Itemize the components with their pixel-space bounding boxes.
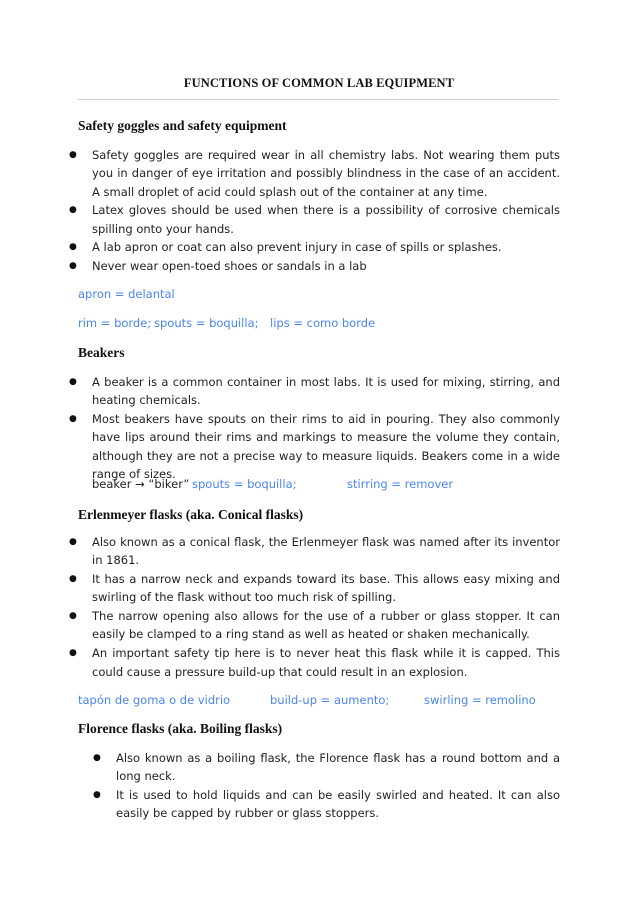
bullet-icon: ● (93, 790, 101, 801)
list-item: ● A lab apron or coat can also prevent injury in case of spills or splashes. (78, 238, 560, 256)
list-item: ● An important safety tip here is to never heat this flask while it is capped. This could cause a pressure build-up that could result in an explosion. (69, 646, 560, 679)
bullet-icon: ● (69, 242, 77, 253)
bullet-icon: ● (69, 205, 77, 216)
list-item: ● Also known as a boiling flask, the Florence flask has a round bottom and a long neck. (93, 751, 560, 784)
list-item: ● It has a narrow neck and expands toward its base. This allows easy mixing and swirling of the flask without too much risk of spilling. (69, 572, 560, 605)
list-item: ● It is used to hold liquids and can be easily swirled and heated. It can also easily be capped by rubber or glass stoppers. (93, 788, 560, 821)
bullet-icon: ● (69, 150, 77, 160)
document-title: FUNCTIONS OF COMMON LAB EQUIPMENT (183, 76, 455, 90)
bullet-icon: ● (69, 574, 77, 585)
vocab-note-spouts: spouts = boquilla; (154, 316, 259, 330)
vocab-note-apron: apron = delantal (78, 287, 175, 301)
bullet-icon: ● (69, 377, 77, 387)
vocab-note-buildup: build-up = aumento; (270, 693, 390, 707)
bullet-icon: ● (69, 414, 77, 425)
list-item: ● The narrow opening also allows for the use of a rubber or glass stopper. It can easily be clamped to a ring stand as well as heated or shaken mechanically. (69, 609, 560, 642)
list-item: ● Most beakers have spouts on their rims to aid in pouring. They also commonly have lips around their rims and markings to measure the volume they contain, although they are not a precise way to measure liquids. Beakers come in a wide range of sizes. (69, 412, 560, 481)
section-heading-safety: Safety goggles and safety equipment (78, 118, 287, 133)
vocab-note-rim: rim = borde; (78, 316, 152, 330)
bullet-icon: ● (69, 537, 77, 547)
vocab-note-spouts-beaker: spouts = boquilla; (192, 477, 297, 491)
vocab-note-beaker: beaker → “biker” (92, 477, 190, 491)
vocab-note-lips: lips = como borde (270, 316, 376, 330)
vocab-note-swirling: swirling = remolino (424, 693, 536, 707)
section-heading-florence: Florence flasks (aka. Boiling flasks) (78, 721, 283, 736)
title-divider (78, 99, 558, 100)
bullet-icon: ● (93, 753, 101, 763)
bullet-list-florence (93, 749, 560, 823)
list-item: ● Latex gloves should be used when there is a possibility of corrosive chemicals spilling onto your hands. (69, 203, 560, 236)
list-item: ● Never wear open-toed shoes or sandals in a lab (78, 257, 560, 275)
bullet-icon: ● (69, 648, 77, 659)
bullet-icon: ● (69, 261, 77, 272)
bullet-list-erlenmeyer (69, 533, 560, 681)
section-heading-erlenmeyer: Erlenmeyer flasks (aka. Conical flasks) (78, 507, 304, 522)
vocab-note-tapon: tapón de goma o de vidrio (78, 693, 231, 707)
list-item: ● Safety goggles are required wear in all chemistry labs. Not wearing them puts you in danger of eye irritation and possibly blindness in the case of an accident. A small droplet of acid could splash out of the container at any time. (69, 148, 560, 199)
list-item: ● Also known as a conical flask, the Erlenmeyer flask was named after its inventor in 1861. (69, 535, 560, 568)
section-heading-beakers: Beakers (78, 345, 125, 360)
vocab-note-stirring: stirring = remover (347, 477, 454, 491)
bullet-list-beakers (69, 373, 560, 484)
list-item: ● A beaker is a common container in most labs. It is used for mixing, stirring, and heating chemicals. (69, 375, 560, 408)
bullet-list-safety (69, 146, 560, 276)
bullet-icon: ● (69, 611, 77, 622)
